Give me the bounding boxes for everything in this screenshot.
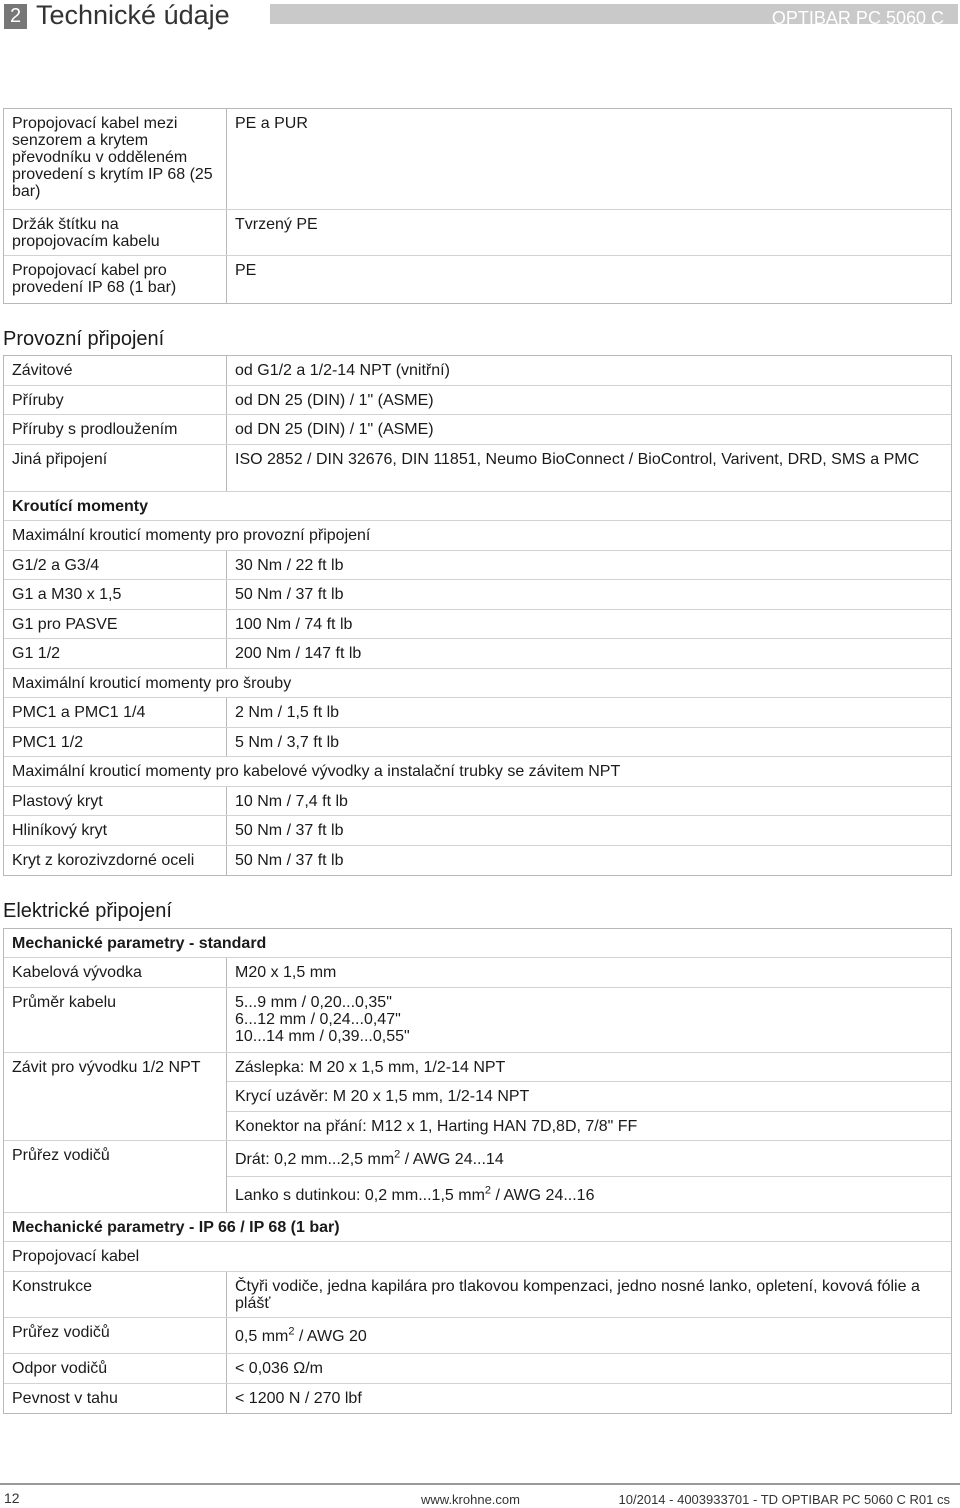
row-value: 100 Nm / 74 ft lb — [235, 616, 353, 633]
row-label: Závitové — [4, 356, 227, 385]
process-table — [3, 355, 952, 876]
row-value — [227, 1141, 951, 1212]
footer-rule — [0, 1483, 960, 1485]
table-row — [4, 1242, 951, 1272]
cable-diameter-2: 6...12 mm / 0,24...0,47" — [235, 1011, 401, 1028]
product-name: OPTIBAR PC 5060 C — [771, 8, 944, 28]
table-row — [4, 415, 951, 445]
torque-process-heading: Maximální krouticí momenty pro provozní připojení — [12, 527, 371, 544]
row-value: 50 Nm / 37 ft lb — [235, 822, 344, 839]
row-label: G1 1/2 — [4, 639, 227, 668]
row-value: od DN 25 (DIN) / 1" (ASME) — [235, 392, 434, 409]
table-row — [4, 958, 951, 988]
table-row — [4, 929, 951, 958]
table-row — [4, 698, 951, 728]
row-label: Odpor vodičů — [4, 1354, 227, 1383]
cable-diameter-1: 5...9 mm / 0,20...0,35" — [235, 994, 392, 1011]
row-label: Jiná připojení — [4, 445, 227, 491]
table-row — [4, 787, 951, 816]
table-row — [4, 988, 951, 1053]
row-value: 50 Nm / 37 ft lb — [235, 586, 344, 603]
row-value: 5 Nm / 3,7 ft lb — [235, 734, 340, 751]
row-label: Pevnost v tahu — [4, 1384, 227, 1413]
table-row — [4, 1354, 951, 1384]
row-label: Příruby — [4, 386, 227, 414]
footer-website: www.krohne.com — [421, 1492, 520, 1507]
row-value: 30 Nm / 22 ft lb — [235, 557, 344, 574]
table-row — [4, 1053, 951, 1141]
torque-glands-heading: Maximální krouticí momenty pro kabelové vývodky a instalační trubky se závitem NPT — [12, 763, 621, 780]
table-row — [4, 639, 951, 669]
row-value: 50 Nm / 37 ft lb — [235, 852, 344, 869]
row-label: Plastový kryt — [4, 787, 227, 815]
table-row — [4, 1213, 951, 1242]
table-row — [4, 728, 951, 757]
thread-value-3: Konektor na přání: M12 x 1, Harting HAN 7D,8D, 7/8" FF — [235, 1118, 638, 1135]
section-heading-process: Provozní připojení — [3, 328, 165, 350]
row-label: Propojovací kabel mezi senzorem a krytem převodníku v odděleném provedení s krytím IP 68 (25 bar) — [4, 109, 227, 209]
row-label: PMC1 a PMC1 1/4 — [4, 698, 227, 727]
row-value — [227, 988, 951, 1052]
row-value: 200 Nm / 147 ft lb — [235, 645, 362, 662]
table-row — [4, 610, 951, 639]
conn-cable-heading: Propojovací kabel — [12, 1248, 140, 1265]
table-row — [4, 210, 951, 256]
row-label: Průměr kabelu — [4, 988, 227, 1052]
row-label: Držák štítku na propojovacím kabelu — [4, 210, 227, 255]
table-row — [4, 386, 951, 415]
row-value: < 0,036 Ω/m — [235, 1360, 324, 1377]
row-label: Propojovací kabel pro provedení IP 68 (1 bar) — [4, 256, 227, 303]
table-row — [4, 1141, 951, 1213]
row-value: PE a PUR — [235, 115, 308, 132]
wire-value-stranded: Lanko s dutinkou: 0,2 mm...1,5 $mm^2$ / AWG 24...16 — [235, 1184, 595, 1204]
torque-heading: Kroutící momenty — [12, 498, 149, 515]
mech-standard-heading: Mechanické parametry - standard — [12, 935, 267, 952]
row-value: < 1200 N / 270 lbf — [235, 1390, 362, 1407]
row-label: Příruby s prodloužením — [4, 415, 227, 444]
torque-screws-heading: Maximální krouticí momenty pro šrouby — [12, 675, 292, 692]
mech-ip-heading: Mechanické parametry - IP 66 / IP 68 (1 bar) — [12, 1219, 340, 1236]
table-row — [4, 492, 951, 521]
table-row — [4, 256, 951, 303]
row-label: Průřez vodičů — [4, 1141, 227, 1212]
chapter-title: Technické údaje — [36, 0, 230, 30]
electrical-table — [3, 928, 952, 1414]
wire-value-solid: Drát: 0,2 mm...2,5 $mm^2$ / AWG 24...14 — [227, 1141, 951, 1177]
row-value: 0,5 $mm^2$ / AWG 20 — [235, 1325, 367, 1345]
row-value: ISO 2852 / DIN 32676, DIN 11851, Neumo BioConnect / BioControl, Varivent, DRD, SMS a PMC — [235, 451, 920, 468]
cable-table — [3, 108, 952, 304]
row-value: Čtyři vodiče, jedna kapilára pro tlakovou kompenzaci, jedno nosné lanko, opletení, kovová fólie a plášť — [235, 1278, 920, 1312]
row-label: G1/2 a G3/4 — [4, 551, 227, 579]
page-number: 12 — [4, 1490, 20, 1506]
table-row — [4, 816, 951, 846]
thread-value-2: Krycí uzávěr: M 20 x 1,5 mm, 1/2-14 NPT — [227, 1082, 951, 1112]
row-label: G1 a M30 x 1,5 — [4, 580, 227, 609]
table-row — [4, 551, 951, 580]
table-row — [4, 846, 951, 875]
row-value: od G1/2 a 1/2-14 NPT (vnitřní) — [235, 362, 450, 379]
row-label: G1 pro PASVE — [4, 610, 227, 638]
row-value: Tvrzený PE — [235, 216, 318, 233]
footer-docref: 10/2014 - 4003933701 - TD OPTIBAR PC 5060 C R01 cs — [618, 1492, 950, 1507]
page-header — [0, 0, 960, 34]
row-label: Kabelová vývodka — [4, 958, 227, 987]
table-row — [4, 109, 951, 210]
row-label: Hliníkový kryt — [4, 816, 227, 845]
row-value: PE — [235, 262, 257, 279]
row-value — [227, 1053, 951, 1140]
table-row — [4, 1318, 951, 1354]
header-bar — [270, 4, 958, 28]
table-row — [4, 669, 951, 698]
table-row — [4, 757, 951, 787]
row-label: Závit pro vývodku 1/2 NPT — [4, 1053, 227, 1140]
cable-diameter-3: 10...14 mm / 0,39...0,55" — [235, 1028, 410, 1045]
row-value: 2 Nm / 1,5 ft lb — [235, 704, 340, 721]
row-value: M20 x 1,5 mm — [235, 964, 337, 981]
table-row — [4, 356, 951, 386]
thread-value-1: Záslepka: M 20 x 1,5 mm, 1/2-14 NPT — [227, 1053, 951, 1082]
chapter-number: 2 — [4, 4, 27, 29]
table-row — [4, 521, 951, 551]
row-label: Konstrukce — [4, 1272, 227, 1317]
row-label: PMC1 1/2 — [4, 728, 227, 756]
table-row — [4, 1272, 951, 1318]
row-value: 10 Nm / 7,4 ft lb — [235, 793, 348, 810]
row-label: Průřez vodičů — [4, 1318, 227, 1353]
table-row — [4, 580, 951, 610]
table-row — [4, 1384, 951, 1413]
table-row — [4, 445, 951, 492]
section-heading-electrical: Elektrické připojení — [3, 900, 172, 922]
row-value: od DN 25 (DIN) / 1" (ASME) — [235, 421, 434, 438]
row-label: Kryt z korozivzdorné oceli — [4, 846, 227, 875]
